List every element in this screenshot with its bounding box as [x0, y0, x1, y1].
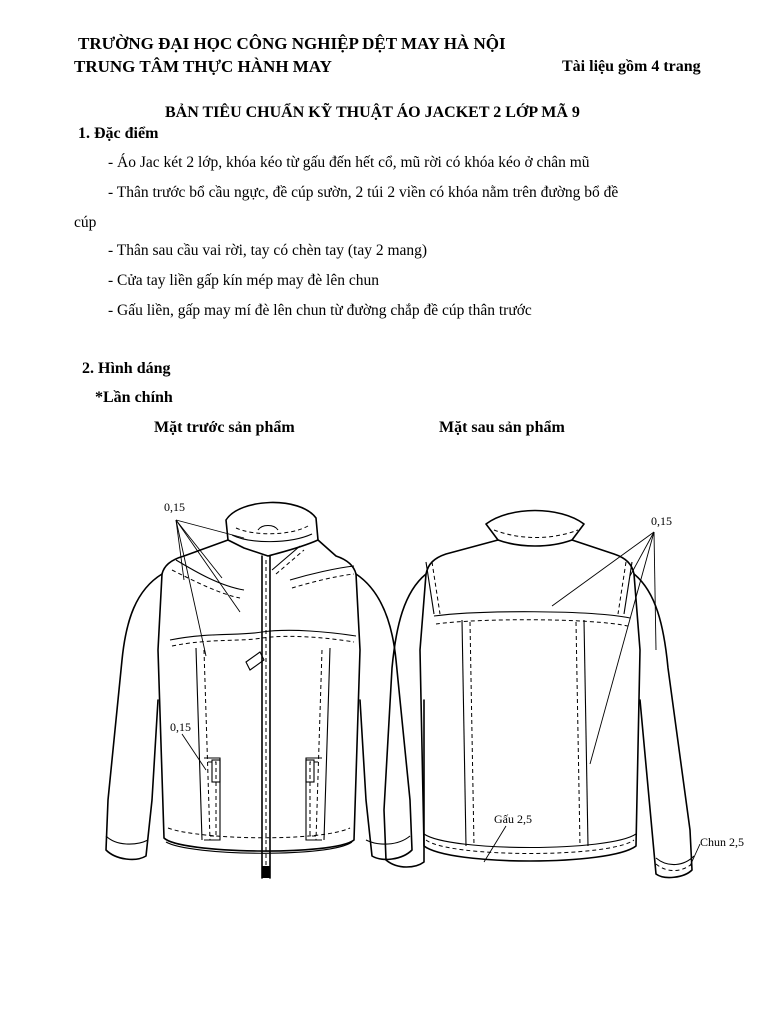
jacket-front-drawing [106, 502, 412, 878]
feature-line-1: - Áo Jac két 2 lớp, khóa kéo từ gấu đến hết cổ, mũ rời có khóa kéo ở chân mũ [108, 154, 590, 171]
section2-subheading: *Lần chính [95, 389, 173, 406]
feature-line-3: - Thân sau cầu vai rời, tay có chèn tay (tay 2 mang) [108, 242, 428, 259]
front-caption: Mặt trước sản phẩm [154, 419, 295, 436]
back-top-measure: 0,15 [651, 514, 672, 528]
feature-line-5: - Gấu liền, gấp may mí đè lên chun từ đường chắp đề cúp thân trước [108, 302, 532, 319]
university-name: TRƯỜNG ĐẠI HỌC CÔNG NGHIỆP DỆT MAY HÀ NỘI [78, 34, 506, 53]
hem-measure: Gấu 2,5 [494, 812, 532, 826]
document-title: BẢN TIÊU CHUẨN KỸ THUẬT ÁO JACKET 2 LỚP MÃ 9 [165, 104, 580, 121]
jacket-back-drawing [384, 511, 700, 878]
center-name: TRUNG TÂM THỰC HÀNH MAY [74, 57, 332, 76]
feature-line-2: - Thân trước bổ cầu ngực, đề cúp sườn, 2 túi 2 viền có khóa nằm trên đường bổ đề [108, 184, 619, 201]
back-caption: Mặt sau sản phẩm [439, 419, 565, 436]
page-count: Tài liệu gồm 4 trang [562, 58, 701, 75]
feature-line-2-cont: cúp [74, 214, 97, 231]
cuff-measure: Chun 2,5 [700, 835, 745, 849]
front-top-measure: 0,15 [164, 500, 185, 514]
section2-heading: 2. Hình dáng [82, 360, 171, 377]
feature-line-4: - Cửa tay liền gấp kín mép may đè lên chun [108, 272, 379, 289]
front-pocket-measure: 0,15 [170, 720, 191, 734]
section1-heading: 1. Đặc điểm [78, 125, 159, 142]
